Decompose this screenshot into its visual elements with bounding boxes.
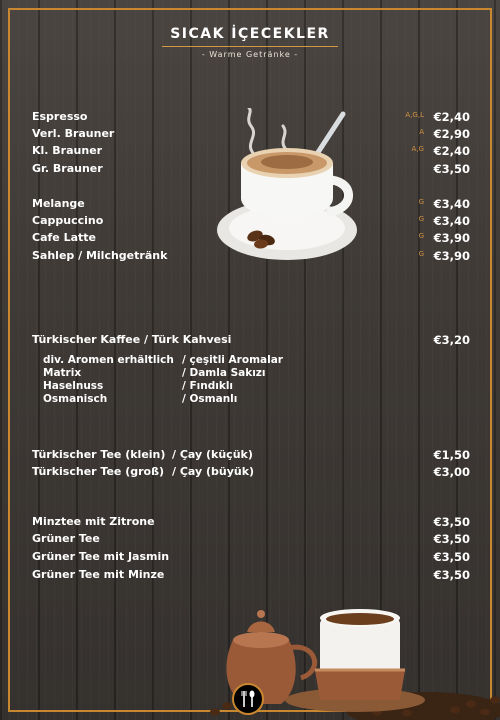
item-price: €2,40 (433, 144, 470, 158)
allergen-codes: G (418, 215, 424, 223)
item-price: €3,20 (433, 333, 470, 347)
allergen-codes: G (418, 232, 424, 240)
item-name: Grüner Tee mit Minze (32, 568, 165, 581)
item-name: Türkischer Kaffee / Türk Kahvesi (32, 333, 232, 346)
allergen-codes: G (418, 198, 424, 206)
page-subtitle: - Warme Getränke - (201, 50, 299, 59)
item-name-tr: / Çay (küçük) (172, 448, 253, 461)
variant-tr: / Osmanlı (182, 393, 238, 405)
menu-item (32, 532, 470, 548)
variant-de: Matrix (43, 367, 82, 379)
allergen-codes: A (419, 128, 424, 136)
item-name: Gr. Brauner (32, 162, 103, 175)
item-name-tr: / Çay (büyük) (172, 465, 255, 478)
item-name: Kl. Brauner (32, 144, 103, 157)
item-price: €3,50 (433, 162, 470, 176)
variant-tr: / Fındıklı (182, 380, 234, 392)
item-name: Sahlep / Milchgetränk (32, 249, 168, 262)
allergen-codes: G (418, 250, 424, 258)
item-price: €3,00 (433, 465, 470, 479)
item-price: €3,50 (433, 568, 470, 582)
item-name: Espresso (32, 110, 88, 123)
item-name: Verl. Brauner (32, 127, 115, 140)
menu-item (32, 515, 470, 531)
item-price: €3,50 (433, 550, 470, 564)
item-name: Grüner Tee mit Jasmin (32, 550, 170, 563)
variant-de: Osmanisch (43, 393, 108, 405)
item-price: €1,50 (433, 448, 470, 462)
item-price: €2,40 (433, 110, 470, 124)
item-price: €3,90 (433, 231, 470, 245)
fork-spoon-logo-icon (232, 683, 264, 715)
cappuccino-cup-icon (215, 108, 360, 270)
page-title: SICAK İÇECEKLER (170, 26, 330, 42)
item-name: Türkischer Tee (klein) (32, 448, 166, 461)
title-divider (162, 46, 338, 47)
menu-item (32, 568, 470, 584)
menu-item (32, 550, 470, 566)
allergen-codes: A,G,L (405, 111, 424, 119)
menu-item-tea-small (32, 448, 470, 464)
allergen-codes: A,G (411, 145, 424, 153)
item-name: Cappuccino (32, 214, 104, 227)
item-name: Cafe Latte (32, 231, 96, 244)
item-price: €2,90 (433, 127, 470, 141)
item-price: €3,40 (433, 214, 470, 228)
item-name: Türkischer Tee (groß) (32, 465, 165, 478)
variant-de: Haselnuss (43, 380, 104, 392)
item-name: Minztee mit Zitrone (32, 515, 155, 528)
variant-tr: / Damla Sakızı (182, 367, 266, 379)
variant-de: div. Aromen erhältlich (43, 354, 174, 366)
item-price: €3,50 (433, 515, 470, 529)
item-price: €3,90 (433, 249, 470, 263)
item-name: Grüner Tee (32, 532, 100, 545)
menu-item-tea-large (32, 465, 470, 481)
menu-item-turkish-coffee (32, 333, 470, 349)
item-price: €3,50 (433, 532, 470, 546)
item-price: €3,40 (433, 197, 470, 211)
item-name: Melange (32, 197, 85, 210)
variant-tr: / çeşitli Aromalar (182, 354, 283, 366)
menu-header (0, 26, 500, 59)
